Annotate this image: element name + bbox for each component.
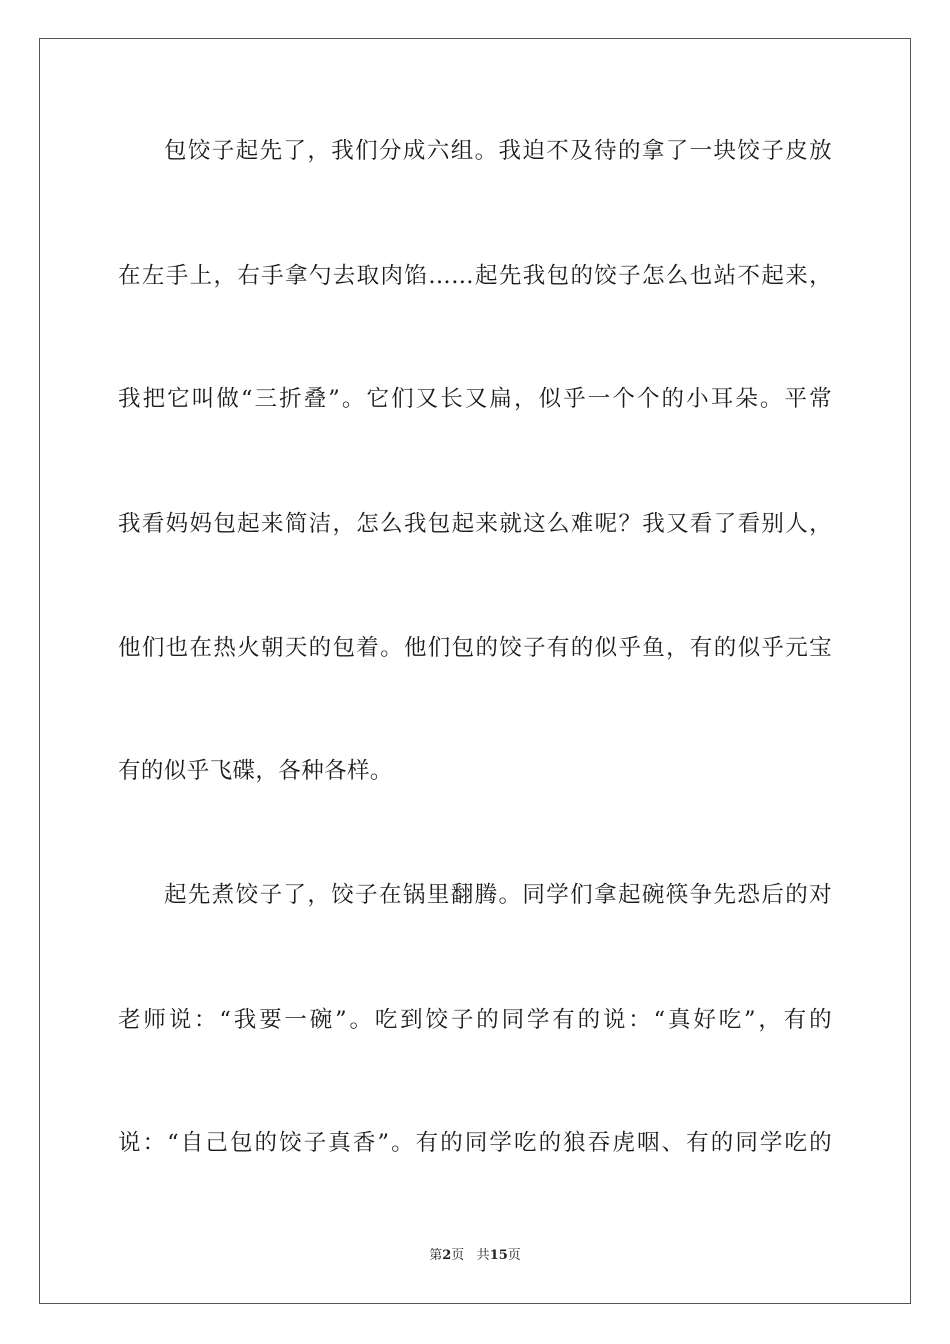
page-footer xyxy=(0,1247,950,1265)
footer-total-suffix: 页 xyxy=(507,1248,521,1263)
footer-total-pages: 15 xyxy=(489,1248,508,1263)
footer-page-suffix: 页 xyxy=(451,1248,465,1263)
text-line-2: 在左手上，右手拿勺去取肉馅……起先我包的饺子怎么也站不起来， xyxy=(118,263,832,289)
text-line-9: 说：“自己包的饺子真香”。有的同学吃的狼吞虎咽、有的同学吃的 xyxy=(118,1130,832,1156)
text-line-5: 他们也在热火朝天的包着。他们包的饺子有的似乎鱼，有的似乎元宝 xyxy=(118,635,832,661)
text-line-3: 我把它叫做“三折叠”。它们又长又扁，似乎一个个的小耳朵。平常 xyxy=(118,386,832,412)
footer-page-prefix: 第 xyxy=(429,1248,443,1263)
text-line-1: 包饺子起先了，我们分成六组。我迫不及待的拿了一块饺子皮放 xyxy=(164,138,832,164)
footer-page-number: 2 xyxy=(442,1248,452,1263)
text-line-8: 老师说：“我要一碗”。吃到饺子的同学有的说：“真好吃”，有的 xyxy=(118,1007,832,1033)
text-line-6: 有的似乎飞碟，各种各样。 xyxy=(118,758,393,784)
page-frame xyxy=(39,38,911,1304)
footer-total-prefix: 共 xyxy=(476,1248,490,1263)
text-line-7: 起先煮饺子了，饺子在锅里翻腾。同学们拿起碗筷争先恐后的对 xyxy=(164,882,832,908)
text-line-4: 我看妈妈包起来简洁，怎么我包起来就这么难呢？我又看了看别人， xyxy=(118,511,832,537)
